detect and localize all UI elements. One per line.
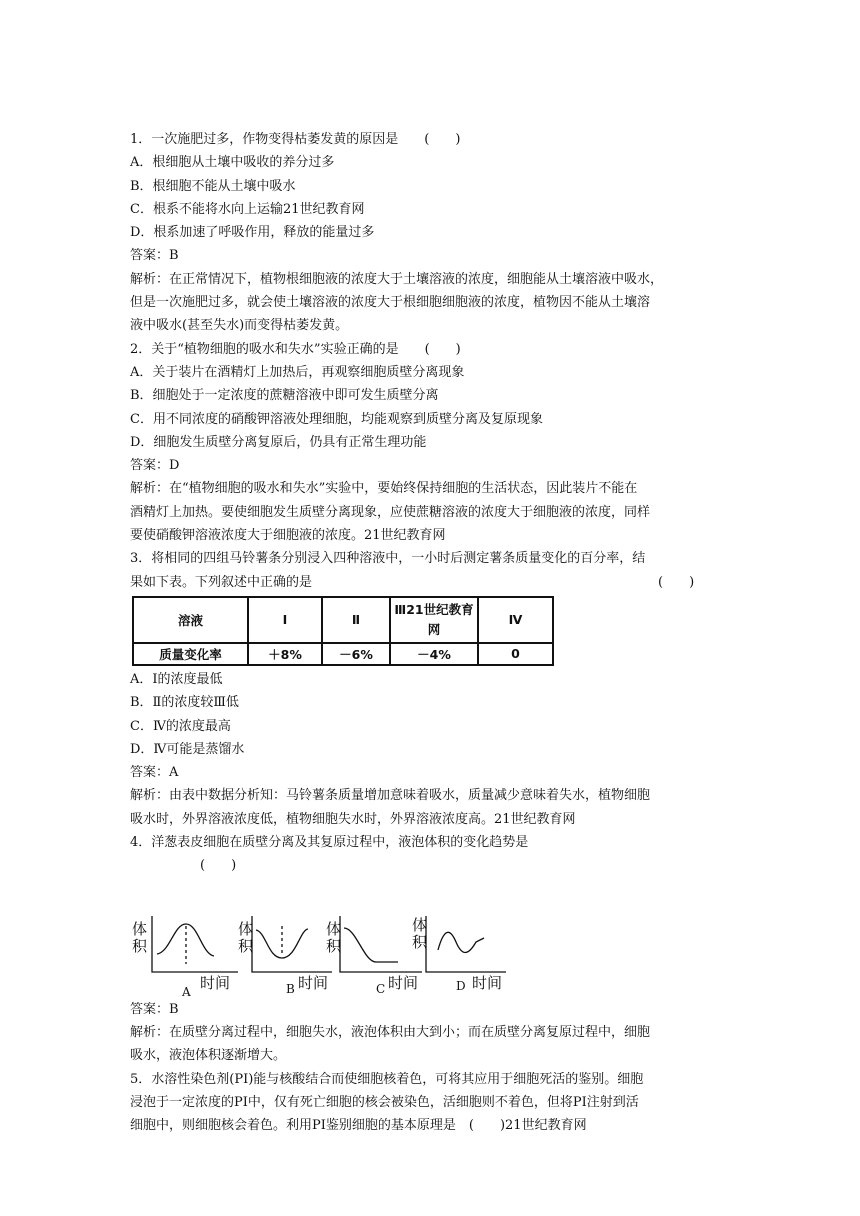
question-stem: 1．一次施肥过多，作物变得枯萎发黄的原因是 ( ): [130, 132, 461, 147]
question-stem-cont: [130, 571, 730, 594]
answer: 答案：D: [130, 458, 180, 474]
option-d: D．细胞发生质壁分离复原后，仍具有正常生理功能: [130, 434, 427, 450]
option-d: D．Ⅳ可能是蒸馏水: [130, 741, 245, 757]
question-3: [130, 547, 730, 831]
question-stem: 果如下表。下列叙述中正确的是: [130, 574, 313, 590]
question-stem: 5．水溶性染色剂(PI)能与核酸结合而使细胞核着色，可将其应用于细胞死活的鉴别。细胞: [130, 1071, 644, 1087]
option-c: C．Ⅳ的浓度最高: [130, 718, 231, 734]
table-header-row: [133, 597, 553, 643]
x-axis-label: 时间: [472, 973, 503, 992]
answer-paren: ( ): [658, 574, 695, 590]
table-cell: ＋8%: [248, 643, 322, 665]
question-stem: 2．关于“植物细胞的吸水和失水”实验正确的是 ( ): [130, 341, 461, 357]
table-cell: Ⅱ: [322, 597, 390, 643]
graph-letter-b: B: [286, 981, 295, 996]
option-d: D．根系加速了呼吸作用，释放的能量过多: [130, 225, 375, 241]
worksheet: [130, 128, 730, 1137]
option-b: B．根细胞不能从土壤中吸水: [130, 178, 296, 194]
question-stem: 浸泡于一定浓度的PI中，仅有死亡细胞的核会被染色，活细胞则不着色，但将PI注射到活: [130, 1094, 639, 1110]
analysis-line: 吸水时，外界溶液浓度低，植物细胞失水时，外界溶液浓度高。21世纪教育网: [130, 811, 576, 827]
option-c: C．用不同浓度的硝酸钾溶液处理细胞，均能观察到质壁分离及复原现象: [130, 411, 543, 427]
analysis-line: 液中吸水(甚至失水)而变得枯萎发黄。: [130, 318, 349, 334]
y-axis-label: 积: [412, 932, 428, 951]
question-2: [130, 338, 730, 548]
question-stem: 3．将相同的四组马铃薯条分别浸入四种溶液中，一小时后测定薯条质量变化的百分率，结: [130, 551, 646, 567]
option-b: B．Ⅱ的浓度较Ⅲ低: [130, 695, 239, 711]
question-1: [130, 128, 730, 338]
data-table: [132, 596, 554, 666]
table-row: [133, 643, 553, 665]
graph-letter-d: D: [456, 978, 466, 993]
question-4: [130, 831, 730, 1067]
question-stem: 细胞中，则细胞核会着色。利用PI鉴别细胞的基本原理是 ( )21世纪教育网: [130, 1118, 587, 1134]
answer: 答案：A: [130, 765, 179, 781]
table-cell: Ⅳ: [478, 597, 553, 643]
analysis-line: 解析：在正常情况下，植物根细胞液的浓度大于土壤溶液的浓度，细胞能从土壤溶液中吸水，: [130, 271, 664, 287]
table-cell: Ⅰ: [248, 597, 322, 643]
y-axis-label: 体: [412, 915, 428, 934]
x-axis-label: 时间: [388, 973, 419, 992]
graph-letter-c: C: [376, 981, 386, 996]
answer: 答案：B: [130, 1001, 179, 1017]
table-cell: Ⅲ21世纪教育网: [390, 597, 478, 643]
y-axis-label: 积: [238, 936, 254, 955]
y-axis-label: 体: [132, 919, 148, 938]
x-axis-label: 时间: [298, 973, 329, 992]
analysis-line: 解析：在质壁分离过程中，细胞失水，液泡体积由大到小；而在质壁分离复原过程中，细胞: [130, 1024, 651, 1040]
table-cell: 质量变化率: [133, 643, 248, 665]
table-cell: 溶液: [133, 597, 248, 643]
table-cell: 0: [478, 643, 553, 665]
table-cell: －6%: [322, 643, 390, 665]
analysis-line: 吸水，液泡体积逐渐增大。: [130, 1048, 287, 1064]
question-stem: 4．洋葱表皮细胞在质壁分离及其复原过程中，液泡体积的变化趋势是: [130, 835, 529, 851]
option-b: B．细胞处于一定浓度的蔗糖溶液中即可发生质壁分离: [130, 388, 439, 404]
analysis-line: 解析：在“植物细胞的吸水和失水”实验中，要始终保持细胞的生活状态，因此装片不能在: [130, 481, 638, 497]
analysis-line: 酒精灯上加热。要使细胞发生质壁分离现象，应使蔗糖溶液的浓度大于细胞液的浓度，同样: [130, 504, 651, 520]
y-axis-label: 积: [326, 936, 342, 955]
option-c: C．根系不能将水向上运输21世纪教育网: [130, 201, 365, 217]
option-a: A．根细胞从土壤中吸收的养分过多: [130, 155, 335, 171]
y-axis-label: 体: [238, 919, 254, 938]
answer: 答案：B: [130, 248, 179, 264]
graph-letter-a: A: [182, 984, 191, 998]
answer-paren: ( ): [200, 858, 237, 874]
y-axis-label: 体: [326, 919, 342, 938]
analysis-line: 但是一次施肥过多，就会使土壤溶液的浓度大于根细胞细胞液的浓度，植物因不能从土壤溶: [130, 295, 651, 311]
x-axis-label: 时间: [200, 973, 231, 992]
option-a: A．Ⅰ的浓度最低: [130, 671, 223, 687]
y-axis-label: 积: [132, 936, 148, 955]
analysis-line: 解析：由表中数据分析知：马铃薯条质量增加意味着吸水，质量减少意味着失水，植物细胞: [130, 788, 651, 804]
analysis-line: 要使硝酸钾溶液浓度大于细胞液的浓度。21世纪教育网: [130, 528, 446, 544]
volume-graphs: [130, 878, 730, 998]
option-a: A．关于装片在酒精灯上加热后，再观察细胞质壁分离现象: [130, 364, 465, 380]
graph-figure: [130, 878, 530, 998]
question-5: [130, 1068, 730, 1138]
table-cell: －4%: [390, 643, 478, 665]
